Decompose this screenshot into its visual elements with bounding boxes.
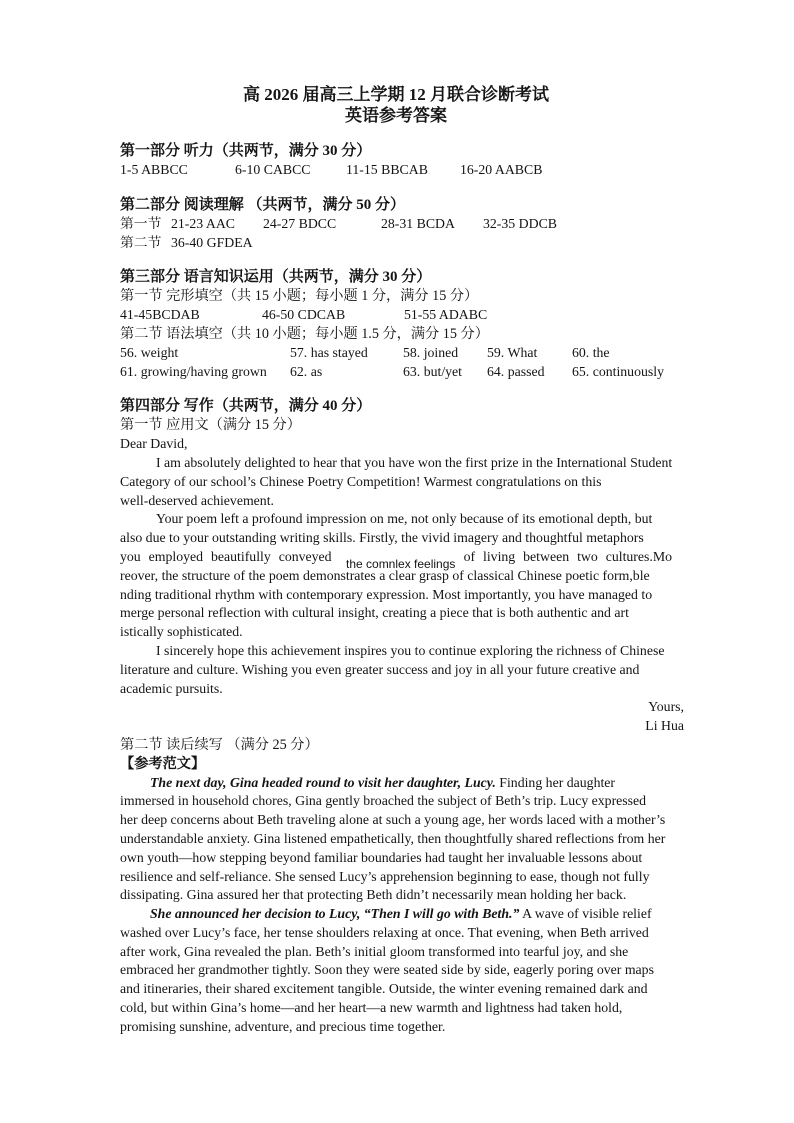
listening-answers-row [120, 161, 672, 180]
letter-signature: Li Hua [645, 718, 684, 734]
letter-line: reover, the structure of the poem demonstrates a clear grasp of classical Chinese poetic form,ble [120, 567, 650, 583]
answer-item: 51-55 ADABC [404, 307, 488, 323]
essay-line [120, 774, 672, 793]
essay-line: understandable anxiety. Gina listened empathetically, then thoughtfully shared reflections from her [120, 830, 666, 846]
letter-line: I sincerely hope this achievement inspires you to continue exploring the richness of Chinese [156, 642, 665, 658]
answer-item: 16-20 AABCB [460, 162, 543, 177]
grammar-answer: 61. growing/having grown [120, 363, 267, 379]
essay-line [120, 905, 672, 924]
answer-item: 46-50 CDCAB [262, 307, 346, 323]
essay-line: washed over Lucy’s face, her tense shoulders relaxing at once. That evening, when Beth arrived [120, 924, 649, 940]
grammar-row-2 [120, 363, 672, 382]
answer-item: 32-35 DDCB [483, 215, 557, 231]
letter-line: academic pursuits. [120, 680, 223, 696]
letter-signoff: Yours, [648, 699, 684, 715]
part3-header: 第三部分 语言知识运用（共两节，满分 30 分） [120, 269, 432, 286]
essay-line-rest: A wave of visible relief [522, 906, 652, 922]
answer-item: 21-23 AAC [171, 215, 236, 231]
letter-line: Category of our school’s Chinese Poetry Competition! Warmest congratulations on this [120, 473, 602, 489]
essay-line: after work, Gina revealed the plan. Beth’s initial gloom transformed into tearful joy, and she [120, 943, 629, 959]
letter-line: I am absolutely delighted to hear that you have won the first prize in the International Student [156, 454, 673, 470]
essay-line: cold, but within Gina’s home—and her heart—a new warmth and lightness had taken hold, [120, 1000, 623, 1016]
letter-line: merge personal reflection with cultural insight, creating a piece that is both authentic and art [120, 605, 629, 621]
answer-item: 11-15 BBCAB [346, 162, 428, 177]
answer-item: 36-40 GFDEA [171, 234, 253, 250]
answer-item: 41-45BCDAB [120, 307, 200, 323]
cloze-header: 第一节 完形填空（共 15 小题；每小题 1 分，满分 15 分） [120, 288, 479, 305]
sample-essay-label: 【参考范文】 [120, 755, 206, 772]
grammar-answer: 64. passed [487, 363, 545, 379]
document-subtitle: 英语参考答案 [345, 106, 447, 125]
gap-line-right: of living between two cultures.Mo [463, 548, 672, 564]
grammar-answer: 59. What [487, 344, 538, 360]
essay-line: resilience and self-reliance. She sensed Lucy’s apprehension beginning to ease, though not fully [120, 868, 650, 884]
grammar-header: 第二节 语法填空（共 10 小题；每小题 1.5 分，满分 15 分） [120, 325, 489, 342]
grammar-answer: 63. but/yet [403, 363, 463, 379]
cloze-answers-row [120, 306, 672, 325]
letter-line: also due to your outstanding writing skills. Firstly, the vivid imagery and thoughtful metaphors [120, 530, 644, 546]
section-label: 第一节 [120, 215, 162, 231]
answer-item: 1-5 ABBCC [120, 162, 188, 177]
section-label: 第二节 [120, 234, 162, 250]
grammar-answer: 57. has stayed [290, 344, 368, 360]
grammar-answer: 60. the [572, 344, 610, 360]
answer-item: 6-10 CABCC [235, 162, 311, 177]
part2-header: 第二部分 阅读理解 （共两节，满分 50 分） [120, 196, 406, 213]
reading-section2-row [120, 234, 672, 253]
part4-header: 第四部分 写作（共两节，满分 40 分） [120, 398, 372, 415]
essay-line: her deep concerns about Beth traveling alone at such a young age, her words laced with a mother’s [120, 812, 666, 828]
continuation-section-header: 第二节 读后续写 （满分 25 分） [120, 736, 319, 753]
essay-lead-sentence: She announced her decision to Lucy, “Then I will go with Beth.” [150, 906, 520, 922]
letter-line: literature and culture. Wishing you even greater success and joy in all your future creative and [120, 661, 640, 677]
answer-item: 28-31 BCDA [381, 215, 455, 231]
essay-line: immersed in household chores, Gina gently broached the subject of Beth’s trip. Lucy expressed [120, 793, 647, 809]
letter-line-with-gap [120, 548, 672, 571]
answer-item: 24-27 BDCC [263, 215, 337, 231]
document-title: 高 2026 届高三上学期 12 月联合诊断考试 [243, 85, 549, 104]
letter-line: nding traditional rhythm with contemporary expression. Most importantly, you have managed to [120, 586, 653, 602]
grammar-answer: 65. continuously [572, 363, 664, 379]
essay-lead-sentence: The next day, Gina headed round to visit her daughter, Lucy. [150, 774, 496, 790]
letter-line: istically sophisticated. [120, 624, 243, 640]
letter-salutation: Dear David, [120, 436, 188, 452]
reading-section1-row [120, 215, 672, 234]
grammar-answer: 58. joined [403, 344, 459, 360]
essay-line-rest: Finding her daughter [499, 774, 616, 790]
gap-line-left: you employed beautifully conveyed [120, 548, 332, 564]
letter-section-header: 第一节 应用文（满分 15 分） [120, 417, 301, 434]
part1-header: 第一部分 听力（共两节，满分 30 分） [120, 143, 372, 159]
essay-line: own youth—how stepping beyond familiar boundaries had taught her invaluable lessons about [120, 849, 643, 865]
grammar-answer: 62. as [290, 363, 323, 379]
letter-line: Your poem left a profound impression on me, not only because of its emotional depth, but [156, 511, 653, 527]
essay-line: promising sunshine, adventure, and precious time together. [120, 1018, 446, 1034]
dropped-text: the comnlex feelings [346, 556, 456, 571]
essay-line: and itineraries, their shared excitement tangible. Outside, the winter evening remained dark and [120, 981, 648, 997]
grammar-row-1 [120, 344, 672, 363]
grammar-answer: 56. weight [120, 344, 179, 360]
essay-line: dissipating. Gina assured her that protecting Beth didn’t necessarily mean holding her back. [120, 887, 627, 903]
essay-line: embraced her grandmother tightly. Soon they were seated side by side, eagerly poring over maps [120, 962, 654, 978]
letter-line: well-deserved achievement. [120, 492, 274, 508]
